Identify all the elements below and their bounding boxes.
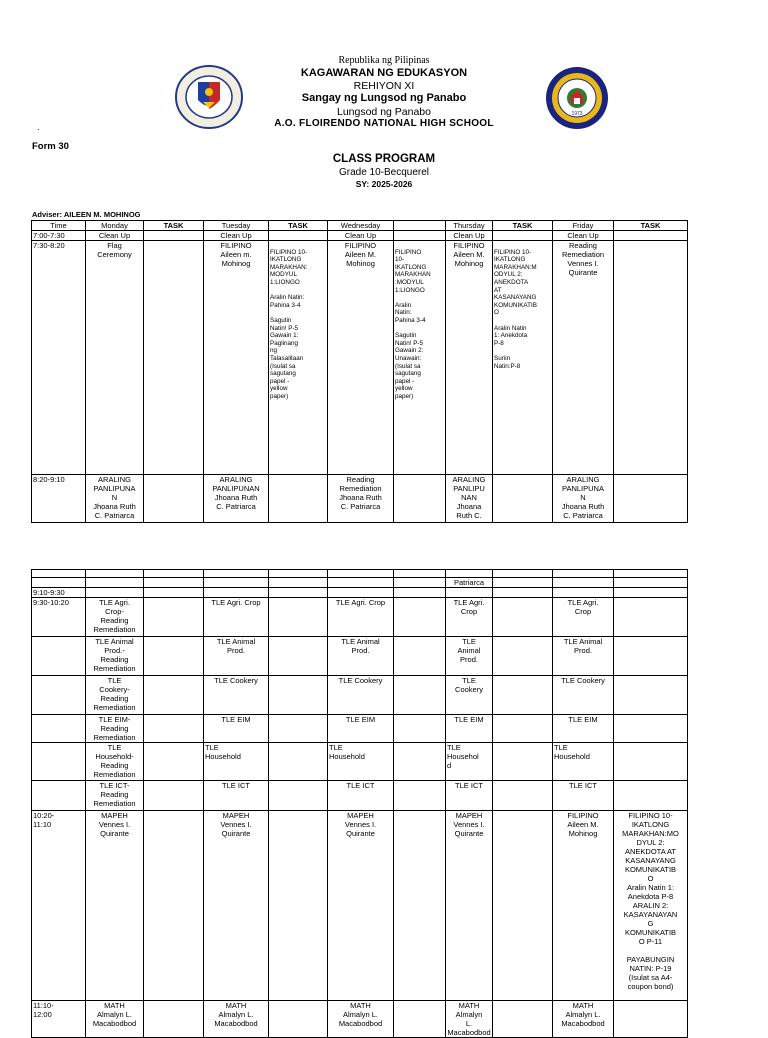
cell-task [269,676,328,715]
cell-task [269,588,328,598]
cell-task [144,570,204,578]
cell-task [493,715,553,743]
cell-task [493,781,553,811]
cell-wednesday: TLE Agri. Crop [328,598,394,637]
header-task-thursday: TASK [493,221,553,231]
cell-task [614,578,688,588]
cell-task [144,475,204,523]
cell-task [614,241,688,475]
cell-thursday: TLE ICT [446,781,493,811]
cell-task [394,676,446,715]
cell-task [394,475,446,523]
cell-thursday: MATH Almalyn L. Macabodbod [447,1001,491,1037]
cell-task [394,570,446,578]
cell-time: 7:00-7:30 [32,231,86,241]
table-row [32,588,688,598]
cell-task [269,811,328,1001]
cell-task [394,231,446,241]
cell-time: 11:10- 12:00 [32,1001,86,1038]
cell-friday [553,578,614,588]
cell-tuesday: MAPEH Vennes I. Quirante [204,811,269,1001]
school-seal-logo [544,66,610,130]
table-row [32,781,688,811]
cell-wednesday: TLE Household [328,743,394,781]
cell-thursday: Patriarca [446,578,493,588]
cell-thursday: TLE Cookery [446,676,493,715]
header-thursday: Thursday [446,221,493,231]
cell-task [394,588,446,598]
cell-task [493,588,553,598]
cell-friday: TLE Household [553,743,614,781]
cell-task [269,231,328,241]
cell-task-thursday: FILIPINO 10- IKATLONG MARAKHAN:M ODYUL 2: ANEKDOTA AT KASANAYANG KOMUNIKATIB O Aralin Natin 1: Anekdota P-8 Suriin Natin:P-8 [493,241,553,475]
cell-thursday [446,588,493,598]
cell-tuesday: TLE Animal Prod. [204,637,269,676]
header-task-wednesday [394,221,446,231]
cell-thursday: TLE EIM [446,715,493,743]
cell-friday: TLE Cookery [553,676,614,715]
cell-task [144,241,204,475]
cell-task [394,598,446,637]
cell-time [32,715,86,743]
cell-time: 7:30-8:20 [32,241,86,475]
cell-thursday: TLE Househol d [446,743,493,781]
cell-task [269,637,328,676]
table-header-row [32,221,688,231]
header-tuesday: Tuesday [204,221,269,231]
cell-task-friday: FILIPINO 10- IKATLONG MARAKHAN:MO DYUL 2: ANEKDOTA AT KASANAYANG KOMUNIKATIB O Aralin Natin 1: Anekdota P-8 ARALIN 2: KASAYANAYAN G KOMUNIKATIB O P-11 PAYABUNGIN NATIN: P-19 (Isulat sa A4- coupon bond) [614,811,688,1001]
cell-tuesday: ARALING PANLIPUNAN Jhoana Ruth C. Patriarca [204,475,269,523]
cell-task [144,715,204,743]
cell-task [144,676,204,715]
table-row [32,578,688,588]
cell-friday: Reading Remediation Vennes I. Quirante [553,241,614,475]
cell-friday: TLE ICT [553,781,614,811]
cell-task [614,475,688,523]
cell-time: 9:10-9:30 [32,588,86,598]
cell-monday: ARALING PANLIPUNA N Jhoana Ruth C. Patriarca [86,475,144,523]
division-name: Sangay ng Lungsod ng Panabo [301,92,467,104]
cell-friday [553,588,614,598]
cell-monday [86,588,144,598]
table-row [32,676,688,715]
cell-monday [86,578,144,588]
cell-thursday: FILIPINO Aileen M. Mohinog [446,241,493,475]
header-task-tuesday: TASK [269,221,328,231]
cell-time [32,570,86,578]
cell-thursday: ARALING PANLIPU NAN Jhoana Ruth C. [446,475,493,523]
cell-task [144,231,204,241]
cell-monday: TLE EIM- Reading Remediation [86,715,144,743]
cell-wednesday: MAPEH Vennes I. Quirante [328,811,394,1001]
table-row [32,811,688,1001]
cell-task [614,676,688,715]
cell-task [614,637,688,676]
cell-wednesday [328,570,394,578]
cell-friday: TLE EIM [553,715,614,743]
cell-monday: TLE Animal Prod.- Reading Remediation [86,637,144,676]
stray-dot: . [37,122,40,132]
cell-tuesday: TLE Cookery [204,676,269,715]
school-seal-year: 1973 [571,111,583,117]
cell-task [394,1001,446,1038]
cell-task [614,231,688,241]
document-title: CLASS PROGRAM [332,153,436,165]
adviser-name: Adviser: AILEEN M. MOHINOG [32,210,141,219]
cell-task [144,637,204,676]
republika-line: Republika ng Pilipinas [338,55,430,66]
cell-monday: TLE ICT- Reading Remediation [86,781,144,811]
cell-task [493,811,553,1001]
table-row [32,475,688,523]
cell-friday: Clean Up [553,231,614,241]
cell-task [394,811,446,1001]
cell-friday: TLE Agri. Crop [553,598,614,637]
header-task-friday: TASK [614,221,688,231]
table-row [32,598,688,637]
cell-wednesday: TLE EIM [328,715,394,743]
cell-thursday: TLE Agri. Crop [446,598,493,637]
cell-wednesday [328,588,394,598]
cell-monday: MAPEH Vennes I. Quirante [86,811,144,1001]
cell-monday: Clean Up [86,231,144,241]
grade-section: Grade 10-Becquerel [338,167,430,178]
cell-friday [553,570,614,578]
cell-friday: FILIPINO Aileen M. Mohinog [553,811,614,1001]
table-row [32,743,688,781]
cell-tuesday [204,570,269,578]
cell-monday: TLE Household- Reading Remediation [86,743,144,781]
cell-task [269,578,328,588]
cell-wednesday: TLE Animal Prod. [328,637,394,676]
cell-task [269,598,328,637]
cell-task [493,475,553,523]
cell-wednesday: MATH Almalyn L. Macabodbod [328,1001,394,1038]
cell-monday [86,570,144,578]
cell-task [269,743,328,781]
cell-tuesday [204,578,269,588]
cell-tuesday: TLE Household [204,743,269,781]
cell-task [493,598,553,637]
cell-task [394,781,446,811]
cell-task [269,1001,328,1038]
table-row [32,570,688,578]
deped-seal-logo [174,64,244,130]
cell-task [614,588,688,598]
schedule-table-page1 [31,220,688,523]
table-row [32,231,688,241]
table-row [32,241,688,475]
cell-wednesday: Reading Remediation Jhoana Ruth C. Patriarca [328,475,394,523]
cell-wednesday: FILIPINO Aileen M. Mohinog [328,241,394,475]
region-name: REHIYON XI [353,80,415,92]
header-monday: Monday [86,221,144,231]
cell-tuesday: MATH Almalyn L. Macabodbod [204,1001,269,1038]
header-friday: Friday [553,221,614,231]
cell-monday: Flag Ceremony [86,241,144,475]
cell-task [493,231,553,241]
cell-time [32,781,86,811]
cell-tuesday: Clean Up [204,231,269,241]
school-year: SY: 2025-2026 [355,179,413,189]
cell-time [32,578,86,588]
cell-friday: TLE Animal Prod. [553,637,614,676]
cell-tuesday: TLE Agri. Crop [204,598,269,637]
cell-task [144,1001,204,1038]
cell-task-wednesday: FILIPINO 10- IKATLONG MARAKHAN :MODYUL 1:LIONGO Aralin Natin: Pahina 3-4 Sagutin Natin! P-5 Gawain 2: Unawain: (Isulat sa sagutang papel - yellow paper) [394,241,446,475]
cell-task [614,598,688,637]
cell-task [144,598,204,637]
cell-task [493,1001,553,1038]
table-row [32,637,688,676]
cell-task [493,578,553,588]
cell-time [32,743,86,781]
cell-wednesday: TLE Cookery [328,676,394,715]
table-row [32,715,688,743]
schedule-table-page2 [31,569,688,1038]
cell-monday: TLE Agri. Crop- Reading Remediation [86,598,144,637]
cell-task [269,570,328,578]
cell-task [144,781,204,811]
city-name: Lungsod ng Panabo [336,106,431,118]
cell-task [394,578,446,588]
cell-tuesday: FILIPINO Aileen m. Mohinog [204,241,269,475]
header-time: Time [32,221,86,231]
cell-thursday: MAPEH Vennes I. Quirante [446,811,493,1001]
cell-task [493,743,553,781]
cell-tuesday: TLE ICT [204,781,269,811]
cell-time [32,676,86,715]
cell-task [493,676,553,715]
cell-task [269,715,328,743]
cell-task [269,781,328,811]
header-task-monday: TASK [144,221,204,231]
cell-monday: MATH Almalyn L. Macabodbod [86,1001,144,1038]
cell-task [144,588,204,598]
cell-task [614,715,688,743]
cell-time: 10:20- 11:10 [32,811,86,1001]
cell-task [493,570,553,578]
cell-monday: TLE Cookery- Reading Remediation [86,676,144,715]
cell-friday: ARALING PANLIPUNA N Jhoana Ruth C. Patriarca [553,475,614,523]
table-row [32,1001,688,1038]
cell-time: 8:20-9:10 [32,475,86,523]
form-label: Form 30 [32,141,69,152]
cell-wednesday: TLE ICT [328,781,394,811]
cell-task [394,715,446,743]
cell-tuesday: TLE EIM [204,715,269,743]
cell-thursday: TLE Animal Prod. [446,637,493,676]
cell-task [614,1001,688,1038]
cell-thursday: Clean Up [446,231,493,241]
cell-task [614,743,688,781]
cell-task [144,743,204,781]
cell-thursday [446,570,493,578]
department-name: KAGAWARAN NG EDUKASYON [300,67,468,79]
cell-friday: MATH Almalyn L. Macabodbod [553,1001,614,1038]
cell-task [394,743,446,781]
cell-task [493,637,553,676]
cell-wednesday: Clean Up [328,231,394,241]
cell-wednesday [328,578,394,588]
cell-task [614,570,688,578]
cell-time [32,637,86,676]
cell-task [269,475,328,523]
cell-task [614,781,688,811]
school-name: A.O. FLOIRENDO NATIONAL HIGH SCHOOL [274,118,494,129]
cell-task [144,811,204,1001]
cell-time: 9:30-10:20 [32,598,86,637]
cell-tuesday [204,588,269,598]
header-wednesday: Wednesday [328,221,394,231]
cell-task-tuesday: FILIPINO 10- IKATLONG MARAKHAN: MODYUL 1:LIONGO Aralin Natin: Pahina 3-4 Sagutin Natin! P-5 Gawain 1: Paglinang ng Talasalitaan (Isulat sa sagutang papel - yellow paper) [269,241,328,475]
cell-task [144,578,204,588]
cell-task [394,637,446,676]
